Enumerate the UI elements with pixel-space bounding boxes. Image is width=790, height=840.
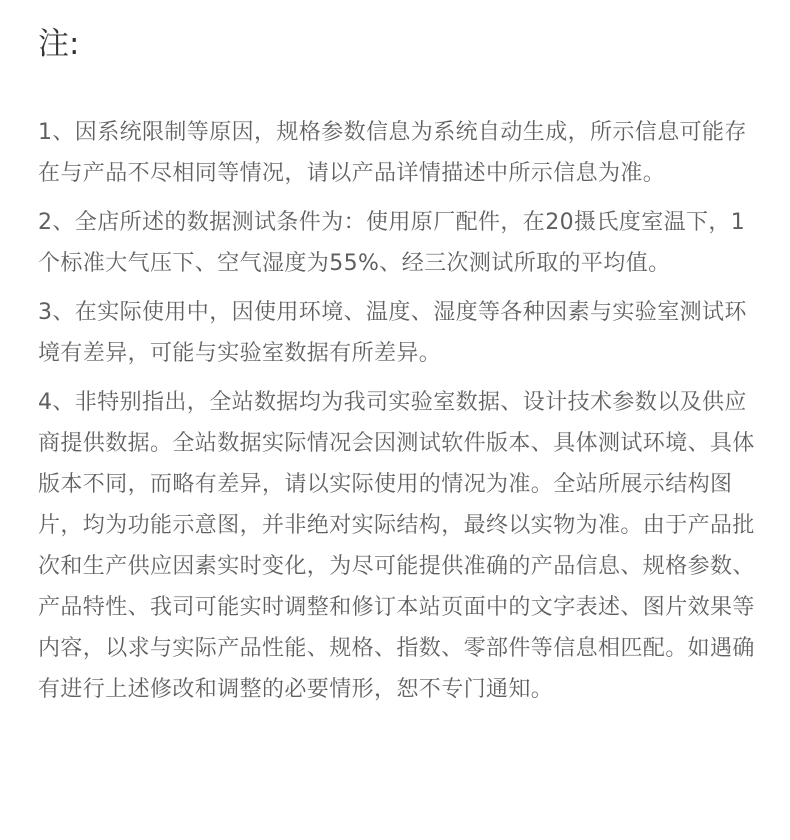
notice-section: [38, 22, 758, 718]
note-item-2: 2、全店所述的数据测试条件为：使用原厂配件，在20摄氏度室温下，1个标准大气压下、空气湿度为55%、经三次测试所取的平均值。: [38, 210, 746, 276]
note-item-3: 3、在实际使用中，因使用环境、温度、湿度等各种因素与实验室测试环境有差异，可能与实验室数据有所差异。: [38, 300, 747, 366]
note-item-4: 4、非特别指出，全站数据均为我司实验室数据、设计技术参数以及供应商提供数据。全站数据实际情况会因测试软件版本、具体测试环境、具体版本不同，而略有差异，请以实际使用的情况为准。全站所展示结构图片，均为功能示意图，并非绝对实际结构，最终以实物为准。由于产品批次和生产供应因素实时变化，为尽可能提供准确的产品信息、规格参数、产品特性、我司可能实时调整和修订本站页面中的文字表述、图片效果等内容，以求与实际产品性能、规格、指数、零部件等信息相匹配。如遇确有进行上述修改和调整的必要情形，恕不专门通知。: [38, 390, 755, 702]
notice-title: 注:: [38, 26, 80, 62]
note-item-1: 1、因系统限制等原因，规格参数信息为系统自动生成，所示信息可能存在与产品不尽相同等情况，请以产品详情描述中所示信息为准。: [38, 120, 747, 186]
